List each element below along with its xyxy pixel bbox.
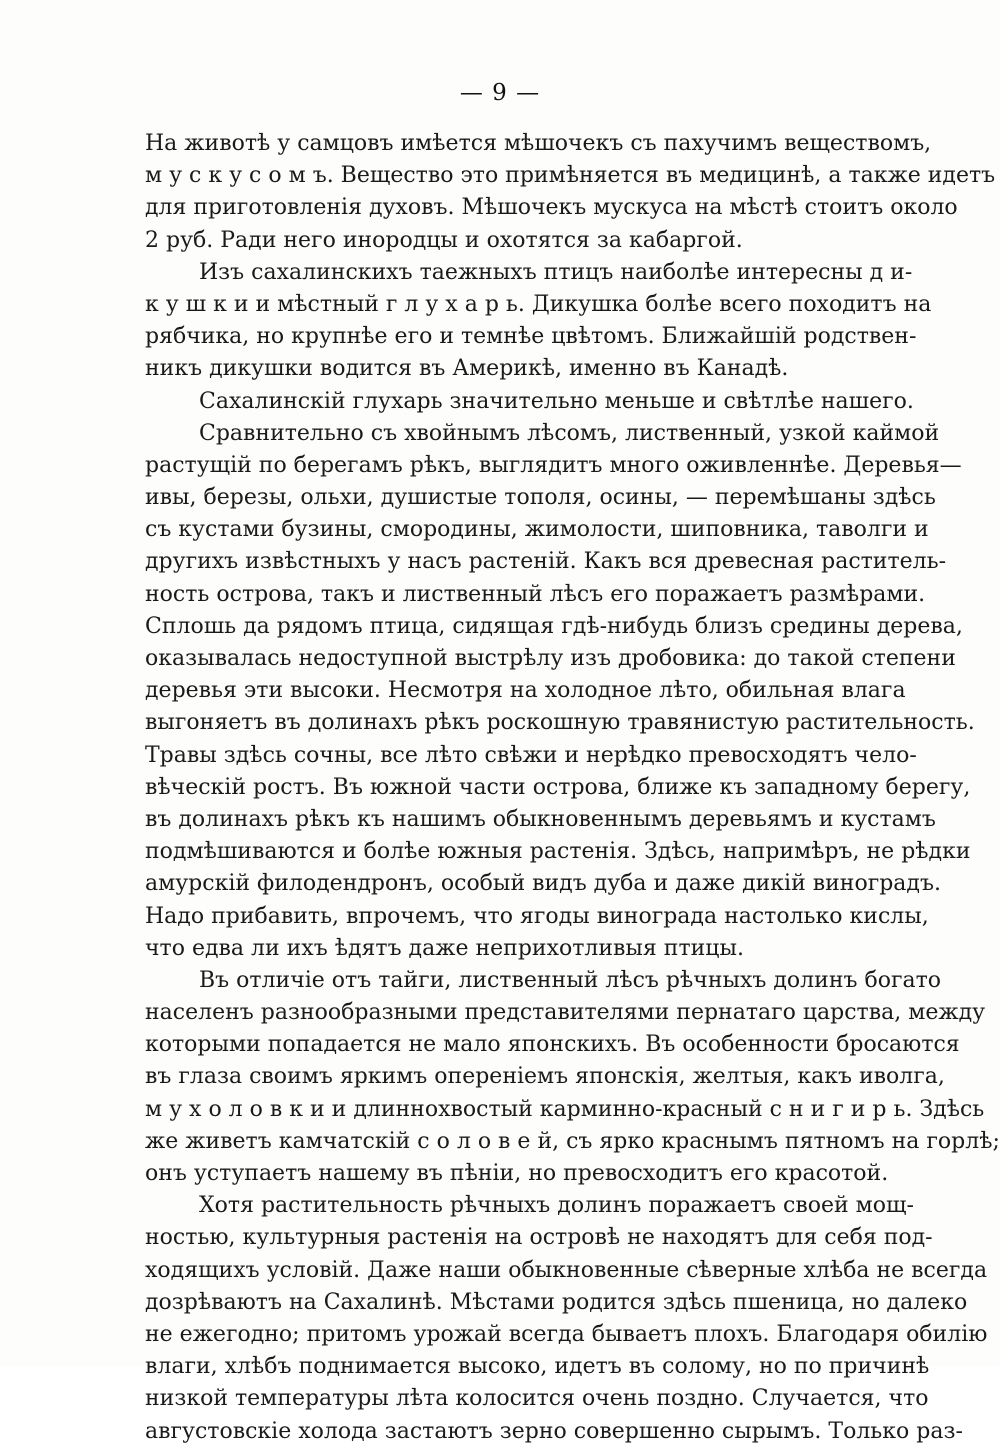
body-text	[145, 128, 1000, 1448]
text-line: влаги, хлѣбъ поднимается высоко, идетъ въ солому, но по причинѣ	[145, 1354, 930, 1380]
text-line: въ долинахъ рѣкъ къ нашимъ обыкновеннымъ деревьямъ и кустамъ	[145, 806, 936, 832]
text-line: для приготовленія духовъ. Мѣшочекъ мускуса на мѣстѣ стоитъ около	[145, 195, 958, 221]
text-line: 2 руб. Ради него инородцы и охотятся за кабаргой.	[145, 227, 743, 253]
text-line: онъ уступаетъ нашему въ пѣніи, но превосходитъ его красотой.	[145, 1161, 889, 1186]
text-line: деревья эти высоки. Несмотря на холодное лѣто, обильная влага	[145, 678, 906, 704]
text-line: не ежегодно; притомъ урожай всегда бываетъ плохъ. Благодаря обилію	[145, 1321, 988, 1347]
text-line: м у с к у с о м ъ. Вещество это примѣняется въ медицинѣ, а также идетъ	[145, 163, 996, 189]
text-line: м у х о л о в к и и длиннохвостый карминно-красный с н и г и р ь. Здѣсь	[145, 1096, 985, 1122]
text-line: ность острова, такъ и лиственный лѣсъ его поражаетъ размѣрами.	[145, 581, 926, 607]
text-line: оказывалась недоступной выстрѣлу изъ дробовика: до такой степени	[145, 646, 956, 671]
text-line: подмѣшиваются и болѣе южныя растенія. Здѣсь, напримѣръ, не рѣдки	[145, 839, 971, 865]
text-line: дозрѣваютъ на Сахалинѣ. Мѣстами родится здѣсь пшеница, но далеко	[145, 1289, 968, 1315]
page-number: — 9 —	[459, 80, 541, 106]
text-line: Травы здѣсь сочны, все лѣто свѣжи и нерѣдко превосходятъ чело-	[145, 742, 917, 768]
text-line: никъ дикушки водится въ Америкѣ, именно въ Канадѣ.	[145, 356, 789, 382]
text-line: Сплошь да рядомъ птица, сидящая гдѣ-нибудь близъ средины дерева,	[145, 613, 963, 639]
text-line: съ кустами бузины, смородины, жимолости, шиповника, таволги и	[145, 517, 929, 543]
text-line: ностью, культурныя растенія на островѣ не находятъ для себя под-	[145, 1225, 933, 1251]
text-line: низкой температуры лѣта колосится очень поздно. Случается, что	[145, 1386, 929, 1412]
text-line: въ глаза своимъ яркимъ опереніемъ японскія, желтыя, какъ иволга,	[145, 1064, 945, 1090]
text-line: Изъ сахалинскихъ таежныхъ птицъ наиболѣе интересны д и-	[199, 259, 913, 285]
text-line: вѣческій ростъ. Въ южной части острова, ближе къ западному берегу,	[145, 774, 971, 800]
text-line: На животѣ у самцовъ имѣется мѣшочекъ съ пахучимъ веществомъ,	[145, 131, 932, 156]
text-line: ивы, березы, ольхи, душистые тополя, осины, — перемѣшаны здѣсь	[145, 485, 936, 511]
text-line: Сахалинскій глухарь значительно меньше и свѣтлѣе нашего.	[199, 388, 914, 414]
text-line: населенъ разнообразными представителями пернатаго царства, между	[145, 1000, 986, 1026]
text-line: Надо прибавить, впрочемъ, что ягоды винограда настолько кислы,	[145, 903, 929, 929]
text-line: к у ш к и и мѣстный г л у х а р ь. Дикушка болѣе всего походитъ на	[145, 291, 932, 317]
text-line: растущій по берегамъ рѣкъ, выглядитъ много оживленнѣе. Деревья—	[145, 452, 962, 478]
text-line: Хотя растительность рѣчныхъ долинъ поражаетъ своей мощ-	[199, 1193, 914, 1219]
text-line: же живетъ камчатскій с о л о в е й, съ ярко краснымъ пятномъ на горлѣ;	[145, 1128, 1000, 1154]
text-line: что едва ли ихъ ѣдятъ даже неприхотливыя птицы.	[145, 935, 744, 961]
text-line: рябчика, но крупнѣе его и темнѣе цвѣтомъ. Ближайшій родствен-	[145, 324, 917, 350]
text-line: августовскіе холода застаютъ зерно совершенно сырымъ. Только раз-	[145, 1418, 963, 1444]
text-line: Сравнительно съ хвойнымъ лѣсомъ, лиственный, узкой каймой	[199, 420, 940, 446]
text-line: Въ отличіе отъ тайги, лиственный лѣсъ рѣчныхъ долинъ богато	[199, 967, 942, 993]
text-line: другихъ извѣстныхъ у насъ растеній. Какъ вся древесная раститель-	[145, 549, 947, 575]
text-line: амурскій филодендронъ, особый видъ дуба и даже дикій виноградъ.	[145, 871, 941, 897]
text-line: выгоняетъ въ долинахъ рѣкъ роскошную травянистую растительность.	[145, 710, 975, 736]
text-line: которыми попадается не мало японскихъ. Въ особенности бросаются	[145, 1032, 960, 1058]
text-line: ходящихъ условій. Даже наши обыкновенные сѣверные хлѣба не всегда	[145, 1257, 988, 1283]
